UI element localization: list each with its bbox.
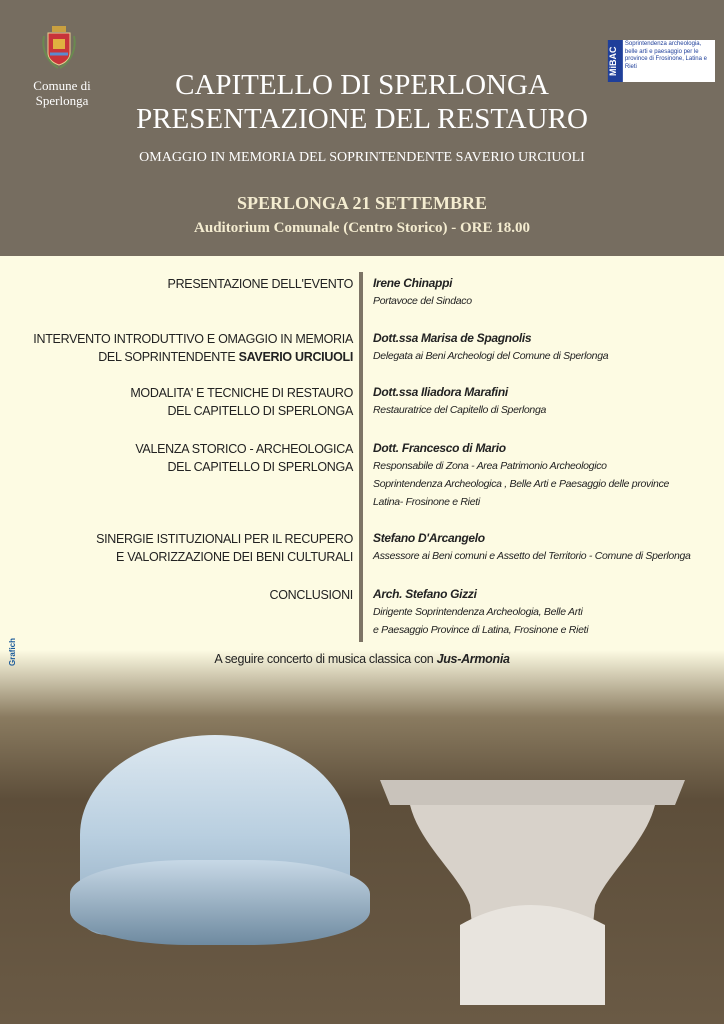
speaker-role: Responsabile di Zona - Area Patrimonio Archeologico: [373, 460, 607, 472]
speaker-role: Soprintendenza Archeologica , Belle Arti e Paesaggio delle province: [373, 478, 670, 490]
pool-water: [70, 860, 370, 945]
concert-artist: Jus-Armonia: [436, 652, 510, 666]
grafich-credit: Grafich: [8, 637, 17, 666]
topic: E VALORIZZAZIONE DEI BENI CULTURALI: [116, 550, 353, 564]
event-date: SPERLONGA 21 SETTEMBRE: [236, 193, 488, 213]
concert-text: A seguire concerto di musica classica con: [214, 652, 437, 666]
program-divider: [359, 272, 363, 642]
speaker-role: e Paesaggio Province di Latina, Frosinone e Rieti: [373, 624, 589, 636]
topic-text: DEL SOPRINTENDENTE: [98, 350, 239, 364]
comune-label: Comune di Sperlonga: [33, 78, 91, 108]
speaker-role: Dirigente Soprintendenza Archeologia, Belle Arti: [373, 606, 583, 618]
event-venue: Auditorium Comunale (Centro Storico) - ORE 18.00: [194, 220, 530, 236]
speaker-role: Delegata ai Beni Archeologi del Comune di Sperlonga: [373, 350, 609, 362]
subtitle: OMAGGIO IN MEMORIA DEL SOPRINTENDENTE SAVERIO URCIUOLI: [139, 150, 585, 165]
mibac-mark: MiBAC: [608, 40, 623, 82]
capital-photo: [380, 775, 685, 1010]
title-line-2: PRESENTAZIONE DEL RESTAURO: [136, 103, 588, 135]
topic: INTERVENTO INTRODUTTIVO E OMAGGIO IN MEMORIA: [33, 332, 353, 346]
speaker-name: Arch. Stefano Gizzi: [373, 587, 477, 601]
topic: MODALITA' E TECNICHE DI RESTAURO: [130, 386, 353, 400]
speaker-role: Restauratrice del Capitello di Sperlonga: [373, 404, 547, 416]
topic: SINERGIE ISTITUZIONALI PER IL RECUPERO: [96, 532, 353, 546]
poster-header: [0, 0, 724, 256]
speaker-role: Portavoce del Sindaco: [373, 295, 472, 307]
speaker-name: Dott.ssa Iliadora Marafini: [373, 385, 508, 399]
topic: DEL CAPITELLO DI SPERLONGA: [167, 404, 353, 418]
title-line-1: CAPITELLO DI SPERLONGA: [175, 69, 549, 101]
comune-crest-icon: [40, 24, 78, 72]
speaker-name: Irene Chinappi: [373, 276, 453, 290]
topic-bold: SAVERIO URCIUOLI: [238, 350, 353, 364]
speaker-role: Latina- Frosinone e Rieti: [373, 496, 480, 508]
speaker-name: Stefano D'Arcangelo: [373, 531, 485, 545]
topic: VALENZA STORICO - ARCHEOLOGICA: [135, 442, 353, 456]
topic: [98, 349, 353, 366]
speaker-role: Assessore ai Beni comuni e Assetto del Territorio - Comune di Sperlonga: [373, 550, 691, 562]
topic: CONCLUSIONI: [269, 588, 353, 602]
topic: DEL CAPITELLO DI SPERLONGA: [167, 460, 353, 474]
speaker-name: Dott.ssa Marisa de Spagnolis: [373, 331, 532, 345]
concert-note: [0, 652, 724, 666]
topic: PRESENTAZIONE DELL'EVENTO: [167, 277, 353, 291]
speaker-name: Dott. Francesco di Mario: [373, 441, 506, 455]
mibac-text: Soprintendenza archeologia, belle arti e paesaggio per le province di Frosinone, Latina e Rieti: [624, 41, 707, 70]
